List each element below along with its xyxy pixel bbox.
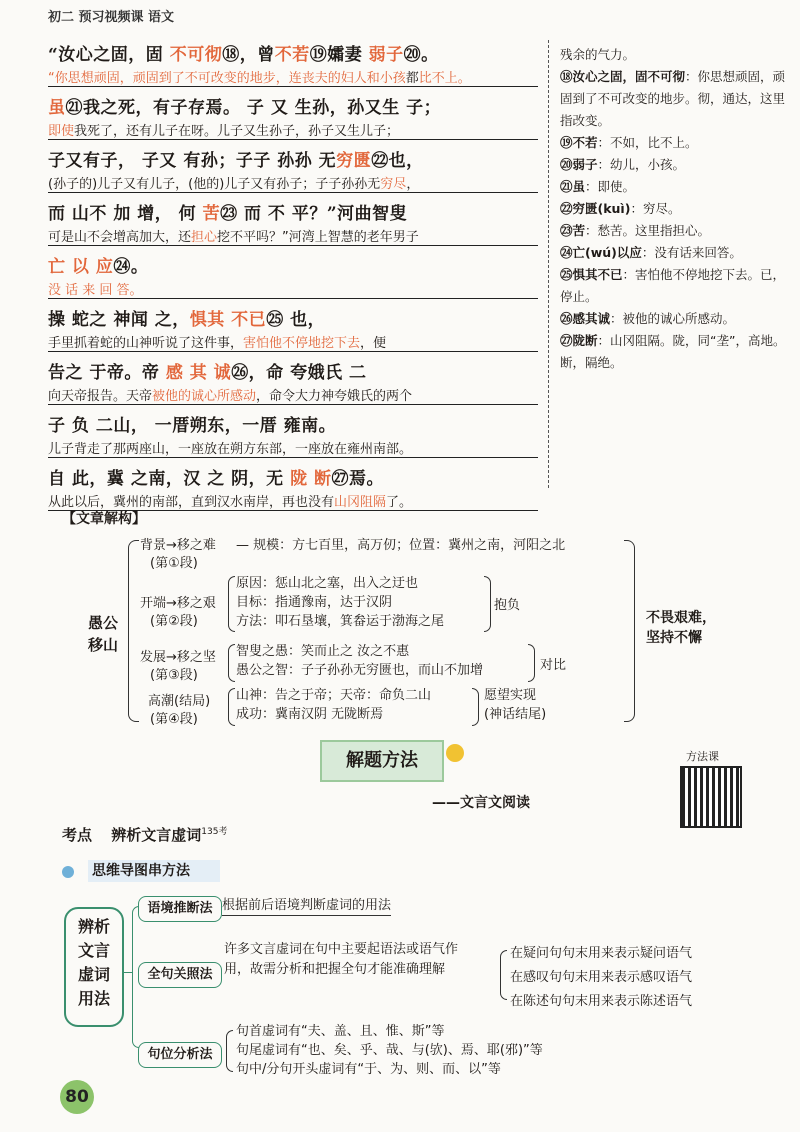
climax-result-2: (神话结尾) [484,707,547,722]
note-item [560,264,792,308]
translation-line [48,438,412,457]
highlight-text: 惧其 不已 [189,310,267,330]
whole-text-1: 许多文言虚词在句中主要起语法或语气作 [224,942,459,957]
dev-para: (第③段) [150,668,198,683]
text-span: 挖不平吗？”河湾上智慧的老年男子 [217,230,419,245]
whole-items [510,942,692,1014]
highlight-text: 山冈阻隔 [334,495,387,510]
note-head: ㉕惧其不已 [560,267,623,282]
translation-line [48,67,471,86]
text-span: 儿子背走了那两座山，一座放在朔方东部，一座放在雍州南部。 [48,442,413,457]
note-text: ：幼儿，小孩。 [597,157,686,172]
line-separator [48,298,538,299]
dev-brace-right [528,644,535,682]
exam-point [62,824,227,845]
exam-point-count: 135考 [201,827,228,837]
text-span: ⑲孀妻 [309,45,369,65]
conclusion-brace [624,540,635,722]
bg-text: — 规模：方七百里，高万仞；位置：冀州之南，河阳之北 [236,538,566,553]
text-span: ⑳。 [403,45,439,65]
start-label: 开端→移之艰 [140,596,216,611]
note-head: ㉑虽 [560,179,586,194]
root-brace [128,540,139,722]
text-span: 从此以后，冀州的南部，直到汉水南岸，再也没有 [48,495,335,510]
note-item [560,330,792,374]
highlight-text: 没 话 来 回 答。 [48,283,143,298]
qr-label: 方法课 [686,750,719,763]
classical-line [48,146,424,171]
column-divider [548,40,549,488]
root-text: 辨析 [77,917,110,936]
note-text: ：愁苦。这里指担心。 [585,223,711,238]
start-result: 抱负 [494,598,521,613]
root-text: 用法 [77,989,110,1008]
start-item: 方法：叩石垦壤，箕畚运于渤海之尾 [236,614,445,629]
line-separator [48,404,538,405]
highlight-text: 陇 断 [290,469,332,489]
dev-result: 对比 [540,658,567,673]
conclusion-1: 不畏艰难， [646,610,716,626]
climax-result [484,686,546,724]
note-item [560,154,792,176]
text-span: ㉓ 而 不 平？”河曲智叟 [220,204,408,224]
text-span: ㉖，命 夸娥氏 二 [231,363,367,383]
root-text: 虚词 [77,965,110,984]
translation-line [48,120,399,139]
classical-line [48,93,441,118]
method-banner: 解题方法 [320,740,444,782]
node-context-text: 根据前后语境判断虚词的用法 [222,894,391,916]
node-whole-text [224,940,458,980]
text-span: ㉒也， [371,151,424,171]
note-item [560,176,792,198]
position-items [236,1022,543,1079]
line-separator [48,457,538,458]
root-line-1: 愚公 [88,614,119,632]
classical-line [48,40,439,65]
structure-title: 【文章解构】 [62,511,146,527]
text-span: ㉕ 也， [266,310,326,330]
text-span: 我死了，还有儿子在呀。儿子又生孙子，孙子又生儿子； [74,124,400,139]
text-span: 而 山不 加 增， 何 [48,204,203,224]
position-item: 句尾虚词有“也、矣、乎、哉、与(欤)、焉、耶(邪)”等 [236,1043,543,1058]
highlight-text: 感 其 诚 [165,363,232,383]
note-item [560,132,792,154]
bg-label [140,534,216,553]
exam-point-title: 辨析文言虚词 [111,826,202,844]
line-separator [48,192,538,193]
highlight-text: 比不上。 [418,71,471,86]
note-text: ：穷尽。 [630,201,681,216]
note-text: ：即使。 [585,179,636,194]
highlight-text: 穷匮 [336,151,372,171]
position-item: 句中/分句开头虚词有“于、为、则、而、以”等 [236,1062,501,1077]
text-span: 自 此，冀 之南，汉 之 阴，无 [48,469,291,489]
highlight-text: 不若 [274,45,310,65]
line-separator [48,139,538,140]
root-line-2: 移山 [88,636,119,654]
qr-code-icon[interactable] [680,766,742,828]
text-span: ，命令大力神夸娥氏的两个 [256,389,413,404]
highlight-text: 亡 以 应 [48,257,114,277]
climax-brace-right [472,688,479,726]
classical-line [48,305,325,330]
text-span: ㉔。 [113,257,149,277]
position-brace [226,1030,233,1072]
translation-line [48,279,143,298]
highlight-text: 弱子 [368,45,404,65]
dev-label: 发展→移之坚 [140,650,216,665]
node-whole-sentence: 全句关照法 [138,962,222,988]
bg-label-1: 背景→移之难 [140,538,216,553]
conclusion [646,608,716,648]
start-brace-right [484,576,491,632]
highlight-text: 苦 [202,204,221,224]
start-brace [228,576,235,632]
note-head: ⑳弱子 [560,157,598,172]
conclusion-2: 坚持不懈 [646,630,702,646]
start-item: 目标：指通豫南，达于汉阴 [236,595,393,610]
highlight-text: 小孩 [379,71,406,86]
note-text: ：不如，比不上。 [597,135,698,150]
highlight-text: 担心 [191,230,218,245]
note-head: ㉔亡(wú)以应 [560,245,642,260]
whole-item: 在感叹句句末用来表示感叹语气 [510,970,693,985]
text-span: 都 [405,71,419,86]
text-span: 子 负 二山， 一厝朔东，一厝 雍南。 [48,416,337,436]
start-para: (第②段) [150,614,198,629]
note-item [560,66,792,132]
note-item [560,198,792,220]
root-text: 文言 [77,941,110,960]
highlight-text: 不可彻 [169,45,223,65]
note-head: ㉖感其诚 [560,311,611,326]
structure-root [88,612,118,656]
line-separator [48,86,538,87]
mindmap-title: 思维导图串方法 [88,860,220,882]
highlight-text: 即使 [48,124,75,139]
exam-point-prefix: 考点 [62,826,93,844]
text-span: 可是山不会增高加大，还 [48,230,192,245]
note-text: ：山冈阻隔。陇，同“垄”，高地。断，隔绝。 [560,333,786,370]
annotation-notes [560,44,792,374]
climax-items [236,686,431,724]
highlight-text: 穷尽 [380,177,407,192]
highlight-text: “你思想顽固，顽固到了不可改变的地步，连丧夫的妇人和 [48,71,380,86]
climax-item: 成功：冀南汉阴 无陇断焉 [236,707,384,722]
method-subtitle: ——文言文阅读 [432,795,530,811]
note-text: ：你思想顽固，顽固到了不可改变的地步。彻，通达，这里指改变。 [560,69,786,128]
start-items [236,574,444,631]
whole-item: 在陈述句句末用来表示陈述语气 [510,994,693,1009]
note-text: ：被他的诚心所感动。 [610,311,736,326]
whole-item: 在疑问句句末用来表示疑问语气 [510,946,693,961]
text-span: 子又有子， 子又 有孙；子子 孙孙 无 [48,151,337,171]
note-item [560,308,792,330]
highlight-text: 害怕他不停地挖下去 [243,336,361,351]
translation-line [48,173,419,192]
key-icon [446,744,464,762]
text-span: (孙子的)儿子又有儿子，(他的)儿子又有孙子；子子孙孙无 [48,177,381,192]
climax-item: 山神：告之于帝；天帝：命负二山 [236,688,432,703]
dev-items [236,642,483,680]
classical-line [48,358,367,383]
start-item: 原因：惩山北之塞，出入之迂也 [236,576,419,591]
note-item [560,242,792,264]
text-span: “汝心之固，固 [48,45,170,65]
translation-line [48,226,419,245]
page-number: 80 [60,1080,94,1114]
text-span: 告之 于帝。帝 [48,363,166,383]
climax-result-1: 愿望实现 [484,688,537,703]
text-span: ㉗焉。 [331,469,385,489]
highlight-text: 被他的诚心所感动 [152,389,257,404]
translation-line [48,385,412,404]
climax-para: (第④段) [150,712,198,727]
text-span: ，便 [360,336,387,351]
text-span: ， [406,177,420,192]
note-item [560,220,792,242]
text-span: 向天帝报告。天帝 [48,389,153,404]
dev-item: 智叟之愚：笑而止之 汝之不惠 [236,644,410,659]
line-separator [48,351,538,352]
whole-text-2: 用，故需分析和把握全句才能准确理解 [224,962,446,977]
note-text: ：没有话来回答。 [641,245,742,260]
classical-line [48,411,336,436]
note-item [560,44,792,66]
text-span: 操 蛇之 神闻 之， [48,310,190,330]
note-text: ：害怕他不停地挖下去。已，停止。 [560,267,786,304]
note-text: 残余的气力。 [560,47,636,62]
text-span: 了。 [386,495,413,510]
climax-brace [228,688,235,726]
classical-line [48,199,407,224]
node-position: 句位分析法 [138,1042,222,1068]
whole-brace [500,950,507,1000]
note-head: ㉒穷匮(kuì) [560,201,631,216]
climax-label: 高潮(结局) [148,694,211,709]
person-icon [62,866,74,878]
classical-line [48,464,384,489]
mindmap-root [64,907,124,1027]
note-head: ⑲不若 [560,135,598,150]
highlight-text: 虽 [48,98,66,118]
text-span: 手里抓着蛇的山神听说了这件事， [48,336,244,351]
page-header: 初二 预习视频课 语文 [48,10,175,25]
text-span: ⑱，曾 [222,45,275,65]
dev-brace [228,644,235,682]
bg-para: (第①段) [150,556,198,571]
line-separator [48,245,538,246]
connector [122,972,132,973]
node-context: 语境推断法 [138,896,222,922]
classical-line [48,252,148,277]
dev-item: 愚公之智：子子孙孙无穷匮也，而山不加增 [236,663,484,678]
translation-line [48,332,386,351]
note-head: ⑱汝心之固，固不可彻 [560,69,686,84]
note-head: ㉗陇断 [560,333,598,348]
position-item: 句首虚词有“夫、盖、且、惟、斯”等 [236,1024,445,1039]
text-span: ㉑我之死，有子存焉。 子 又 生孙，孙又生 子； [65,98,442,118]
note-head: ㉓苦 [560,223,586,238]
